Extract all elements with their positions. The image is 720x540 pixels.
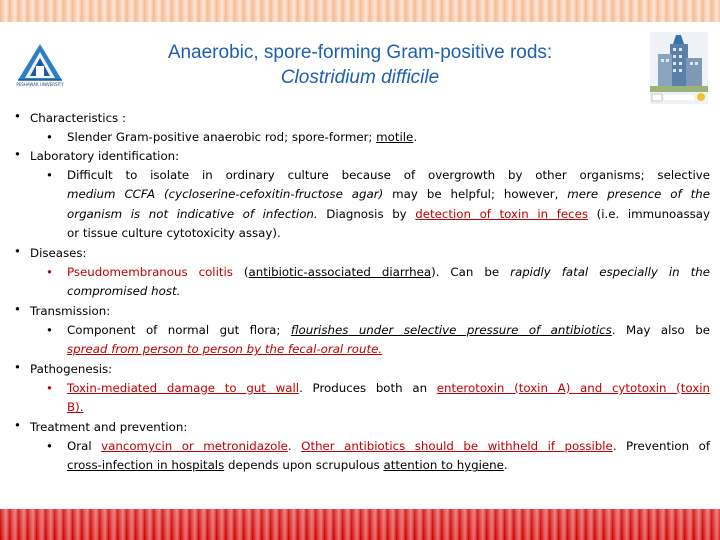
sub-bullet: • [46, 381, 53, 395]
section-heading: Pathogenesis: [30, 362, 113, 376]
sub-bullet: • [46, 265, 53, 279]
bottom-decorative-band [0, 509, 720, 540]
section-heading: Characteristics : [30, 111, 126, 125]
title-line-1: Anaerobic, spore-forming Gram-positive rods: [167, 42, 553, 63]
bullet: • [14, 147, 21, 161]
sub-bullet: • [46, 168, 53, 182]
sub-bullet: • [46, 439, 53, 453]
logo-caption: PESHAWAR UNIVERSITY [16, 82, 64, 87]
fecal-oral-text: spread from person to person by the fecal-oral route. [67, 342, 383, 357]
drug-names: vancomycin or metronidazole [101, 439, 288, 453]
toxin-detection-text: detection of toxin in feces [415, 206, 589, 221]
title-line-2-organism: Clostridium difficile [280, 67, 440, 88]
university-logo [10, 42, 70, 92]
bullet: • [14, 418, 21, 432]
section-heading: Transmission: [30, 304, 111, 318]
sub-text: Slender Gram-positive anaerobic rod; spore-former; motile. [67, 130, 418, 144]
top-decorative-band [0, 0, 720, 22]
sub-bullet: • [46, 323, 53, 337]
sub-text: Pseudomembranous colitis (antibiotic-associated diarrhea). Can be rapidly fatal especially in the compromised host. [67, 265, 710, 299]
bullet: • [14, 302, 21, 316]
slide-title [80, 40, 640, 90]
bullet: • [14, 109, 21, 123]
section-heading: Treatment and prevention: [30, 420, 188, 434]
section-heading: Diseases: [30, 246, 87, 260]
motile-text: motile [376, 130, 414, 144]
toxins-text: enterotoxin (toxin A) and cytotoxin (toxin [436, 381, 710, 395]
bullet: • [14, 360, 21, 374]
disease-name: Pseudomembranous colitis [67, 265, 233, 279]
bullet: • [14, 244, 21, 258]
sub-text: Toxin-mediated damage to gut wall. Produces both an enterotoxin (toxin A) and cytotoxin (toxin B). [67, 381, 710, 415]
section-heading: Laboratory identification: [30, 149, 180, 163]
building-logo [650, 32, 708, 104]
sub-text: Oral vancomycin or metronidazole. Other antibiotics should be withheld if possible. Prevention of cross-infection in hospitals depends upon scrupulous attention to hygiene. [67, 439, 710, 473]
university-logo-icon [10, 42, 70, 84]
sub-text: Component of normal gut flora; flourishes under selective pressure of antibiotics. May also be spread from person to person by the fecal-oral route. [67, 321, 710, 360]
sub-bullet: • [46, 130, 53, 144]
sub-text: Difficult to isolate in ordinary culture because of overgrowth by other organisms; selective medium CCFA (cycloserine-cefoxitin-fructose agar) may be helpful; however, mere presence of the organism is not indicative of infection. Diagnosis by detection of toxin in feces (i.e. immunoassay or tissue culture cytotoxicity assay). [67, 168, 711, 241]
building-icon [650, 32, 708, 104]
